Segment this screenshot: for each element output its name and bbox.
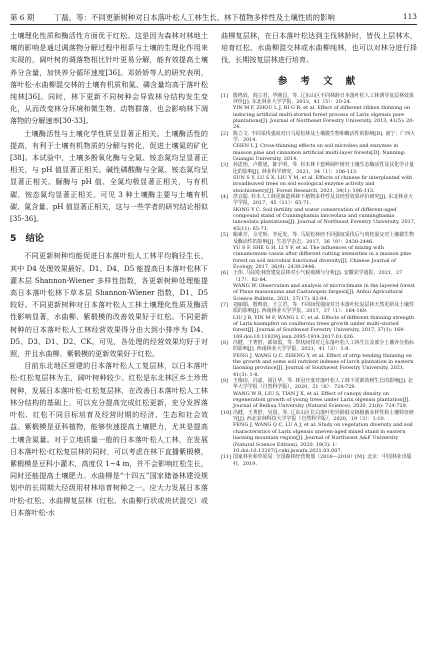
reference-entry [221,207,417,232]
reference-text: 冯健，王菁舒，吴国，等. 辽东山区长白落叶松异龄混交林植被多样性和土壤特征研究[J]. 西北农林科技大学学报（自然科学版），2020，19（3）：1-10. [233,409,414,423]
reference-entry [221,162,417,175]
reference-number [221,207,233,232]
reference-entry [221,232,417,245]
page-number-right: 113 [402,12,417,21]
reference-entry [221,194,417,207]
reference-number [221,353,233,378]
reference-entry [221,410,417,423]
reference-number: [3] [221,162,228,169]
reference-number: [5] [221,232,228,239]
reference-number: [10] [221,409,232,416]
reference-number: [1] [221,92,228,99]
right-column [221,30,417,467]
reference-entry [221,340,417,353]
running-header [10,10,417,25]
reference-entry [221,175,417,194]
reference-entry [221,283,417,302]
references-heading: 参 考 文 献 [277,75,361,87]
reference-number: [6] [221,270,228,277]
running-title: 丁磊，等：不同更新树种对日本落叶松人工林生长、林下植物多样性及土壤性质的影响 [54,13,335,22]
reference-text: YIN M F, ZHOU L J, BI G R, et al. Effect of different ribbon thinning on inducing artificial multi-storied forest process of Larix olgensis pure plantations[J]. Journal of Northeast Forestry University, 2013, 41(5): 20-24. [233,105,415,131]
reference-number [221,105,233,130]
reference-number [221,391,233,410]
reference-text: 孙思怡，卢胜旭，陈宇明，等. 杉木林下套种阔叶树对土壤生态酶活性及其化学计量比的影响[J]. 林业科学研究，2021，34（1）：106-113. [233,162,414,175]
reference-text: 刘丽娟，殷鸣放，王立君，等. 不同间伐强度对日本落叶松复层林天然更新及土壤性质的影响[J]. 西南林业大学学报，2017，37（1）：164-169. [233,301,414,315]
reference-entry [221,270,417,283]
reference-number: [8] [221,340,228,347]
reference-number: [7] [221,301,228,308]
reference-text: 陈立文. 不同采伐强度对日马尾松林及土壤微生物和酶活性的影响[D]. 南宁：广西大学，2014. [233,130,415,144]
reference-entry [221,93,417,106]
reference-text: WANG W. Observation and analysis of microclimate in the layered forest of Pinus massoniana and Castanopsis fargesii[J]. Anhui Agricultural Science Bulletin, 2021, 27(17): 82-84. [233,282,415,302]
reference-entry [221,105,417,130]
paragraph: 目前东北地区营建的日本落叶松人工复层林，以日本落叶松-红松复层林为主，阔叶树种较少。红松是东北林区乡土珍贵树种，发展日本落叶松-红松复层林，在改善日本落叶松人工林林分结构的基础上，可以充分提高完成红松更新，充分发挥落叶松、红松不同目标培育及经营时期的经济、生态和社会效益。紫椴模是亚科植物，能够快速提高土壤肥力，尤其是提高土壤含氮量。对于立地质量一般的日本落叶松人工林，在发展日本落叶松-红松复层林的同时，可以考虑在林下直播紫椴模，紫椴模是豆科小灌木，高度仅 1~4 m，并不会影响红松生长，同时还能提高土壤肥力。水曲柳是“十四五”国家储备林建设规划中的长周期大径级用材林培育树种之一。应大力发展日本落叶松-红松、水曲柳复层林（红松、水曲柳行状或块状混交）或日本落叶松-水 [10,361,208,517]
reference-text: 国家林业和草原局. 全国森林经营规划（2016—2018）[M]. 北京：中国林业出版社，2019. [233,454,412,467]
reference-text: YU S F, SHE G H, LI Y F, et al. The influences of mixing with cinnamomum cassia after different cutting intensities in a masson pine forest on soil microbial functional diversity[J]. Chinese Journal of Ecology, 2017, 36(9): 2438-2446. [233,244,412,270]
reference-text: 洪宜聪. 杉木人工林更新造林林下植物多样性及其经营效果评价研究[J]. 东北林业大学学报，2017，45（11）：65-71. [233,194,413,207]
paragraph: 土壤酶活性与土壤化学性质呈显著正相关。土壤酶活性的提高，有利于土壤有机物质的分解与转化，促进土壤氮的矿化[38]。本试验中，土壤多酚氧化酶与全氮、铵态氮均呈显著正相关，与 pH 值显著正相关。碱性磷酸酶与全氮、铵态氮均呈显著正相关。脲酶与 pH 值、全氮均极显著正相关，与有机碳、铵态氮均显著正相关。可见 3 种土壤酶主要与土壤有机碳、氮含量、pH 值显著正相关，这与一些学者的研究结论相似[35-36]。 [10,128,208,224]
reference-text: LIU J B, YIN M F, WANG L C, et al. Effects of different thinning strength of Larix kaempferi on coniferous trees growth under multi-storied forest[J]. Journal of Southwest Forestry University, 2017, 37(1): 164-169.doi:10.11929/j.issn.2095-1914.2017.01.026. [233,314,415,340]
reference-entry [221,422,417,454]
reference-text: 喻素芳，佘光辉，李远发，等. 马尾松林经不同强度采伐后与肉桂混交对土壤微生物及酶活性的影响[J]. 生态学杂志，2017，36（9）：2438-2446. [233,232,414,245]
reference-entry [221,245,417,270]
reference-number: [11] [221,454,232,461]
reference-text: CHEN L J. Cross-thinning effects on soil microbes and enzymes in masson pine and cinnamon artificial multi-layer forests[D]. Nanning: Guangxi University, 2014. [233,143,406,163]
reference-entry [221,143,417,162]
reference-text: SUN S Y, LU S X, LIU Y M, et al. Effects of chinese fir interplanted with broadleaved trees on soil ecological enzyme activity and stoichiometry[J]. Forest Research, 2021, 34(1): 106-113. [233,175,413,194]
reference-entry [221,454,417,467]
reference-number: [4] [221,194,228,201]
reference-entry [221,315,417,340]
reference-text: 王梅田，冯嘉，胡江华，等. 林冠开度对落叶松人工林下更新幼树生长的影响[J]. 北华大学学报（自然科学版），2020，21（6）：724-729. [233,378,413,391]
reference-text: 殷鸣放，阎立君，毕刚昌，等. 辽东山区不同林龄日本落叶松人工林诱导复层林效果评价[J]. 东北林业大学学报，2013，41（5）：20-24. [233,92,414,105]
reference-text: 冯健，王菁舒，邱如霞，等. 带状间伐对辽东落叶松人工林生长及部分土壤养分指标的影响[J]. 西南林业大学学报，2021，41（3）：1-8. [233,340,414,353]
reference-list [221,93,417,467]
reference-number [221,245,233,270]
paragraph: 土壤理化性质和酶活性方面优于红松。这是因为森林对林地土壤的影响是通过调落物分解过程中根系与土壤的生理化作用来实现的，阔叶树的调落物相比针叶更易分解，能有效提高土壤养分含量，加快养分循环速度[36]。邓娇娇等人的研究表明，落叶松-水曲柳混交林的土壤有机质和氮、磷含量均高于落叶松纯林[36]。同时，林下更新不同树种会导致林分结构发生变化，从而改变林分环境和微生物、动物群落，也会影响林下凋落物的分解速率[30-33]。 [10,31,208,126]
reference-number [221,143,233,162]
reference-text: FENG J, WANG Q C, ZHENG Y, et al. Effect of strip tending thinning on the growth and some soil nutrient indexes of larch plantation in eastern liaoning province[J]. Journal of Southwest Forestry University, 2021, 41(3): 1-8. [233,352,414,378]
reference-text: HONG Y C. Soil fertility and water conservation of different-aged compound stand of Cunninghamia lanceolata and cunninghamia lanceolata plantations[J]. Journal of Northeast Forestry University, 2017, 45(11): 65-71. [233,206,416,232]
reference-text: 王伟. 马尾松林营建复层林对小气候观测与分析[J]. 安徽农学通报，2021，27（17）：82-84. [233,270,403,283]
reference-entry [221,353,417,378]
reference-entry [221,302,417,315]
reference-number [221,175,233,194]
paragraph: 不同更新树种均能促进日本落叶松人工林平均胸径生长，其中 D4 处理效果最好。D1、D4、D5 能提高日本落叶松林下灌木层 Shannon-Wiener 多样性指数，各更新树种处理能提高日本落叶松林下草本层 Shannon-Wiener 指数，D1、D5 较好。不同更新树种对日本落叶松人工林土壤理化性质及酶活性影响显著，水曲柳、紫椴模的改善效果好于红松。不同更新树种的日本落叶松人工林经营效果得分由大到小排序为 D4、D5、D3、D1、D2、CK。可见，各处理的经营效果均好于对照，并且水曲柳、紫椴模的更新效果好于红松。 [10,251,208,359]
reference-number: [2] [221,130,228,137]
page-number-left: 第 6 期 [10,13,35,22]
reference-number: [9] [221,378,228,385]
paragraph: 曲柳复层林，在日本落叶松达到主伐林龄时，皆伐上层林木，培育红松、水曲柳混交林或水曲柳纯林，也可以对林分进行择伐，长期按复层林进行培育。 [221,31,417,65]
reference-entry [221,391,417,410]
reference-number [221,315,233,340]
reference-number [221,283,233,302]
reference-text: WANG W R, LIU S, TIAN J X, et al. Effect of canopy density on regeneration growth of young trees under Larix olgensis plantation[J]. Journal of Beihua University (Natural Science), 2020, 21(6): 724-729. [233,390,410,410]
reference-text: FENG J, WANG Q C, LU A J, et al. Study on vegetation diversity and soil characteristics of Larix olgensis uneven-aged mixed stand in eastern liaoning mountain region[J]. Journal of Northwest A&F University (Natural Science Edition), 2020, 19(3): 1-10.doi:10.13207/j.cnki.jnwafu.2021.03.007. [233,422,413,454]
reference-entry [221,131,417,144]
section-heading: 5 结论 [10,233,44,245]
reference-entry [221,378,417,391]
left-column [10,30,208,519]
reference-number [221,422,233,454]
